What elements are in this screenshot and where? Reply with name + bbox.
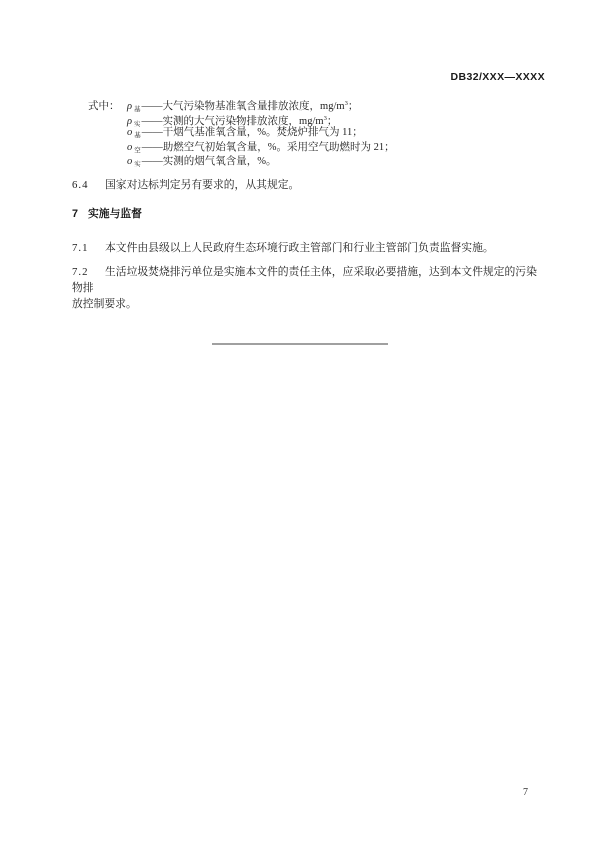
clause-number: 7.1 [72, 242, 89, 254]
formula-intro: 式中： [88, 101, 120, 112]
clause-7-1 [72, 240, 542, 256]
formula-punctuation: ； [326, 115, 338, 127]
formula-symbol-oxygen: o [127, 156, 133, 168]
formula-description: ——实测的大气污染物排放浓度，mg/m [141, 115, 324, 127]
clause-7-2 [72, 264, 542, 312]
section-heading-7 [72, 206, 142, 221]
clause-text: 本文件由县级以上人民政府生态环境行政主管部门和行业主管部门负责监督实施。 [105, 242, 494, 254]
formula-subscript: 实 [134, 120, 141, 128]
clause-text-line [72, 264, 542, 296]
formula-superscript: 3 [323, 114, 327, 122]
formula-line [88, 155, 395, 170]
clause-number: 7.2 [72, 266, 89, 278]
footnote-divider-line [212, 343, 388, 345]
formula-description: ——实测的烟气氧含量，%。 [141, 156, 277, 168]
formula-subscript: 实 [134, 161, 141, 169]
document-number: DB32/XXX—XXXX [450, 71, 545, 83]
formula-definitions [88, 97, 395, 170]
formula-description: ——干烟气基准氧含量，%。焚烧炉排气为 11； [141, 127, 363, 139]
section-number: 7 [72, 208, 79, 220]
formula-symbol-rho: ρ [127, 115, 133, 127]
formula-symbol-rho: ρ [127, 101, 133, 112]
formula-symbol-oxygen: o [127, 127, 133, 139]
formula-symbol-oxygen: o [127, 141, 133, 153]
formula-subscript: 基 [134, 132, 141, 140]
formula-line [88, 112, 395, 127]
section-title: 实施与监督 [88, 208, 142, 220]
clause-6-4 [72, 177, 542, 193]
formula-subscript: 基 [134, 106, 141, 113]
clause-text: 生活垃圾焚烧排污单位是实施本文件的责任主体，应采取必要措施，达到本文件规定的污染物排 [72, 266, 537, 294]
formula-line [88, 141, 395, 156]
formula-description: ——助燃空气初始氧含量，%。采用空气助燃时为 21； [141, 141, 395, 153]
formula-line [88, 126, 395, 141]
page-number: 7 [523, 787, 528, 798]
clause-text-line: 放控制要求。 [72, 298, 137, 310]
formula-line [88, 97, 395, 112]
formula-subscript: 空 [134, 146, 141, 154]
clause-text: 国家对达标判定另有要求的，从其规定。 [105, 179, 300, 191]
formula-punctuation: ； [347, 101, 359, 112]
formula-superscript: 3 [344, 100, 348, 107]
formula-description: ——大气污染物基准氧含量排放浓度，mg/m [141, 101, 345, 112]
clause-number: 6.4 [72, 179, 89, 191]
